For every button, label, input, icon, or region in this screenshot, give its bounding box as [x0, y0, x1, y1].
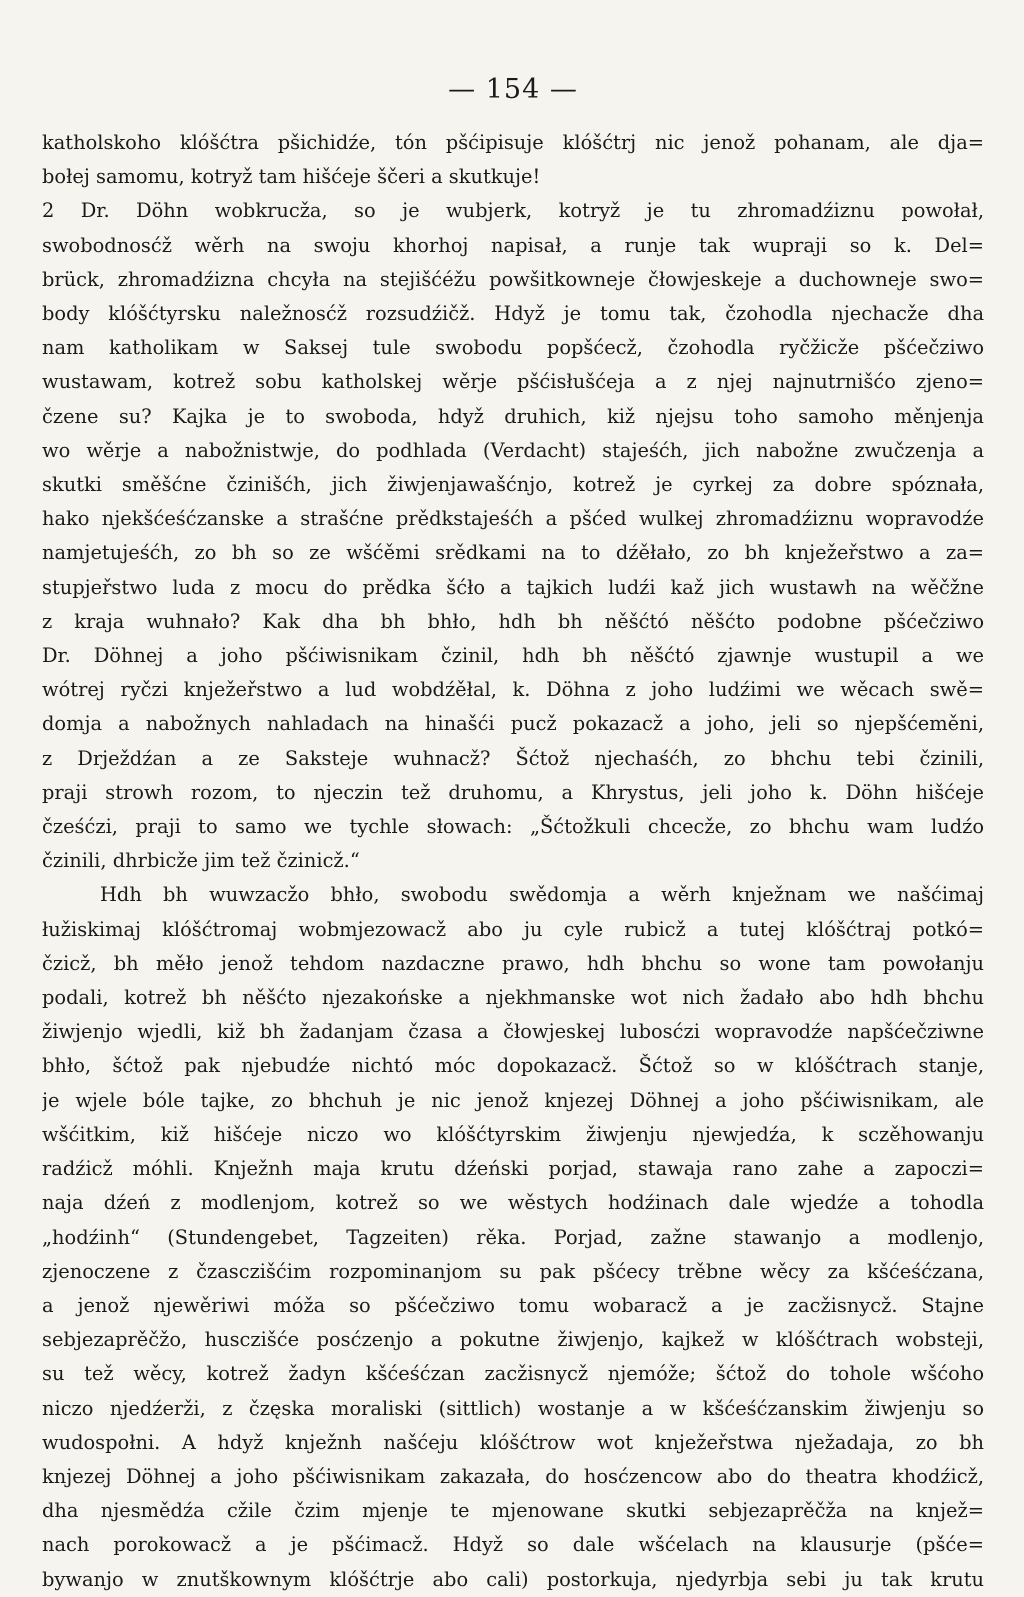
text-line: wo wěrje a nabožnistwje, do podhlada (Verdacht) stajeśćh, jich nabožne zwučzenja a — [42, 438, 984, 462]
text-line: z Drježdźan a ze Saksteje wuhnacž? Šćtož njechaśćh, zo bhchu tebi čzinili, — [42, 746, 984, 770]
text-line: z kraja wuhnało? Kak dha bh bhło, hdh bh něšćtó něšćto podobne pšćečziwo — [42, 609, 984, 633]
text-line: nam katholikam w Saksej tule swobodu popšćecž, čzohodla ryčžicže pšćečziwo — [42, 336, 984, 360]
text-line: sebjezaprěčžo, husczišće posćzenjo a pokutne žiwjenjo, kajkež w klóšćtrach wobsteji, — [42, 1328, 984, 1352]
text-line: 2 Dr. Döhn wobkrucža, so je wubjerk, kotryž je tu zhromadźiznu powołał, — [42, 199, 984, 223]
text-line: podali, kotrež bh něšćto njezakońske a njekhmanske wot nich žadało abo hdh bhchu — [42, 986, 984, 1010]
paragraph-1 — [42, 126, 984, 878]
text-line: zjenoczene z čzasczišćim rozpominanjom su pak pšćecy trěbne wěcy za kšćeśćzana, — [42, 1259, 984, 1283]
text-line: hako njekšćeśćzanske a strašćne prědkstajeśćh a pšćed wulkej zhromadźiznu wopravodźe — [42, 507, 984, 531]
text-line: a jenož njewěriwi móža so pšćečziwo tomu wobaracž a je zacžisnycž. Stajne — [42, 1293, 984, 1317]
text-line: domja a nabožnych nahladach na hinašći pucž pokazacž a joho, jeli so njepšćeměni, — [42, 712, 984, 736]
text-line: katholskoho klóšćtra pšichidźe, tón pšćipisuje klóšćtrj nic jenož pohanam, ale dja= — [42, 131, 984, 154]
text-line: dha njesmědźa cžile čzim mjenje te mjenowane skutki sebjezaprěčža na knjež= — [42, 1499, 984, 1523]
paragraph-2 — [42, 878, 984, 1596]
text-line: skutki směšćne čzinišćh, jich žiwjenjawašćnjo, kotrež je cyrkej za dobre spóznała, — [42, 473, 984, 497]
text-line: su tež wěcy, kotrež žadyn kšćeśćzan zacžisnycž njemóže; šćtož do tohole wšćoho — [42, 1362, 984, 1386]
text-line: wšćitkim, kiž hišćeje niczo wo klóšćtyrskim žiwjenju njewjedźa, k sczěhowanju — [42, 1122, 984, 1146]
text-line: swobodnosćž wěrh na swoju khorhoj napisał, a runje tak wupraji so k. Del= — [42, 233, 984, 257]
text-line: niczo njedźerži, z čzęska moraliski (sittlich) wostanje a w kšćeśćzanskim žiwjenju so — [42, 1396, 984, 1420]
text-line: žiwjenjo wjedli, kiž bh žadanjam čzasa a čłowjeskej lubosćzi wopravodźe napšćečziwne — [42, 1020, 984, 1044]
text-line: brück, zhromadźizna chcyła na stejišćéžu powšitkowneje čłowjeskeje a duchowneje swo= — [42, 267, 984, 291]
text-line: wudospołni. A hdyž knježnh našćeju klóšćtrow wot knježeřstwa nježadaja, zo bh — [42, 1430, 984, 1454]
text-line: čześćzi, praji to samo we tychle słowach: „Šćtožkuli chcecže, zo bhchu wam ludźo — [42, 815, 984, 839]
text-line: bywanjo w znutškownym klóšćtrje abo cali) postorkuja, njedyrbja sebi ju tak krutu — [42, 1567, 984, 1591]
text-line: čzene su? Kajka je to swoboda, hdyž druhich, kiž njejsu toho samoho měnjenja — [42, 404, 984, 428]
text-line: łužiskimaj klóšćtromaj wobmjezowacž abo ju cyle rubicž a tutej klóšćtraj potkó= — [42, 917, 984, 941]
text-line: praji strowh rozom, to njeczin tež druhomu, a Khrystus, jeli joho k. Döhn hišćeje — [42, 780, 984, 804]
text-line: stupjeřstwo luda z mocu do prědka šćło a tajkich ludźi kaž jich wustawh na wěčžne — [42, 575, 984, 599]
text-line: Dr. Döhnej a joho pšćiwisnikam čzinil, hdh bh něšćtó zjawnje wustupil a we — [42, 644, 984, 668]
text-line: Hdh bh wuwzacžo bhło, swobodu swědomja a wěrh knježnam we našćimaj — [100, 883, 984, 907]
text-line: naja dźeń z modlenjom, kotrež so we wěstych hodźinach dale wjedźe a tohodla — [42, 1191, 984, 1215]
text-line: wótrej ryčzi knježeřstwo a lud wobdźěłal, k. Döhna z joho ludźimi we wěcach swě= — [42, 678, 984, 702]
text-line: „hodźinh“ (Stundengebet, Tagzeiten) rěka. Porjad, zažne stawanjo a modlenjo, — [42, 1225, 984, 1249]
text-line: nach porokowacž a je pšćimacž. Hdyž so dale wšćelach na klausurje (pšće= — [42, 1533, 984, 1557]
text-line: bołej samomu, kotryž tam hišćeje ščeri a skutkuje! — [42, 165, 541, 189]
text-line: knjezej Döhnej a joho pšćiwisnikam zakazała, do hosćzencow abo do theatra khodźicž, — [42, 1464, 984, 1488]
text-line: wustawam, kotrež sobu katholskej wěrje pšćisłušćeja a z njej najnutrnišćo zjeno= — [42, 370, 984, 394]
text-line: je wjele bóle tajke, zo bhchuh je nic jenož knjezej Döhnej a joho pšćiwisnikam, ale — [42, 1088, 984, 1112]
page-number: — 154 — — [448, 74, 578, 105]
text-line: čzicž, bh měło jenož tehdom nazdaczne prawo, hdh bhchu so wone tam powołanju — [42, 951, 984, 975]
text-line: radźicž móhli. Knježnh maja krutu dźeński porjad, stawaja rano zahe a zapoczi= — [42, 1157, 984, 1181]
text-line: čzinili, dhrbicže jim tež čzinicž.“ — [42, 849, 360, 873]
text-line: body klóšćtyrsku naležnosćž rozsudźičž. Hdyž je tomu tak, čzohodla njechacže dha — [42, 302, 984, 326]
text-line: bhło, šćtož pak njebudźe nichtó móc dopokazacž. Šćtož so w klóšćtrach stanje, — [42, 1054, 984, 1078]
text-line: namjetujeśćh, zo bh so ze wšćěmi srědkami na to dźěłało, zo bh knježeřstwo a za= — [42, 541, 984, 565]
